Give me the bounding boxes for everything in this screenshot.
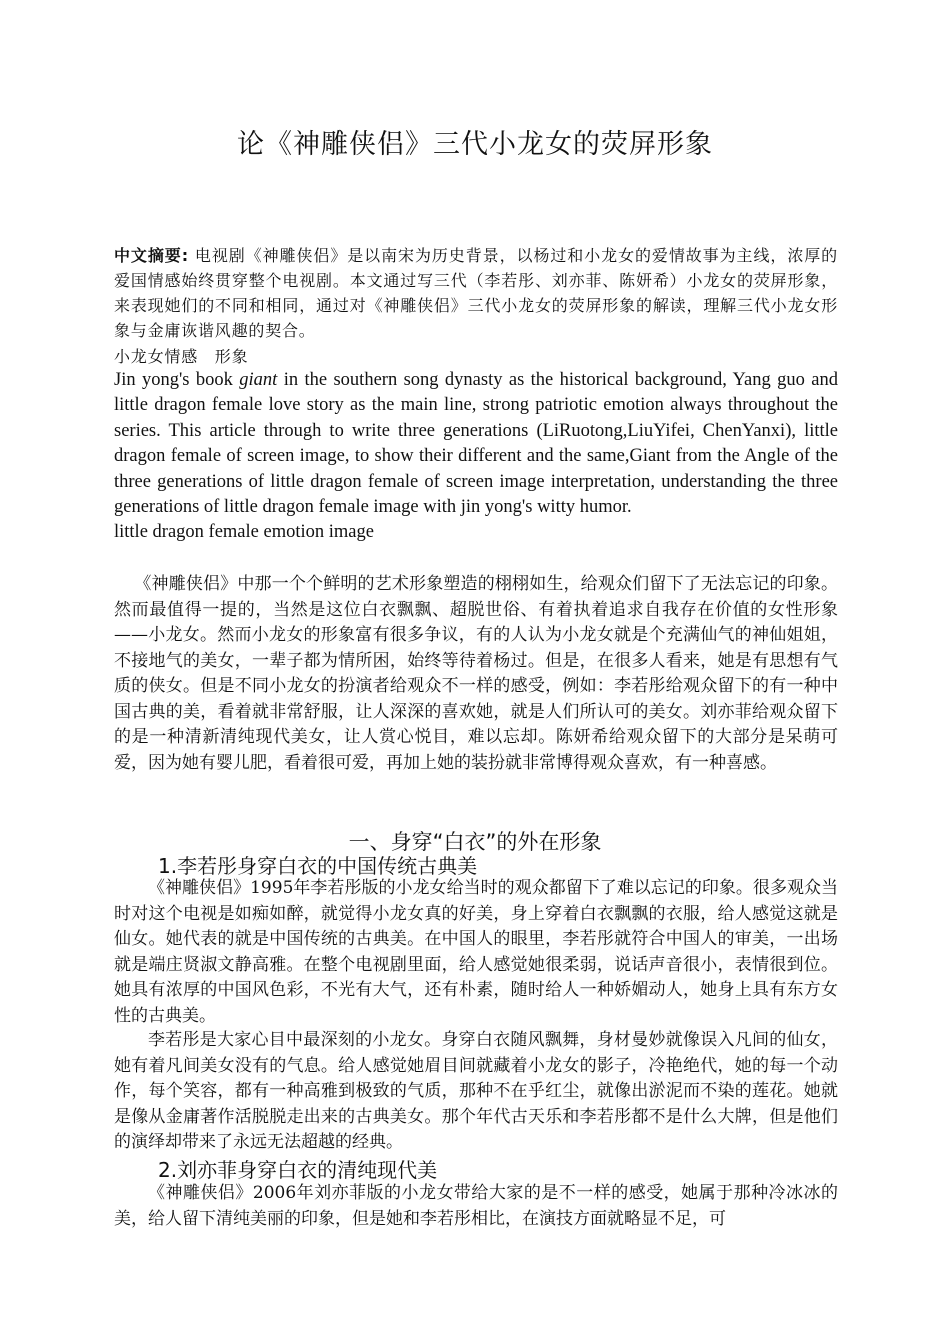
abstract-en — [114, 368, 838, 520]
keywords-cn: 小龙女情感 形象 — [114, 347, 249, 366]
abstract-en-part1: Jin yong's book — [114, 370, 240, 390]
section-heading: 一、身穿“白衣”的外在形象 — [348, 830, 602, 854]
subsection-1-paragraph-1: 《神雕侠侣》1995年李若彤版的小龙女给当时的观众都留下了难以忘记的印象。很多观众当时对这个电视是如痴如醉，就觉得小龙女真的好美，身上穿着白衣飘飘的衣服，给人感觉这就是仙女。她代表的就是中国传统的古典美。在中国人的眼里，李若彤就符合中国人的审美，一出场就是端庄贤淑文静高雅。在整个电视剧里面，给人感觉她很柔弱，说话声音很小，表情很到位。她具有浓厚的中国风色彩，不光有大气，还有朴素，随时给人一种娇媚动人，她身上具有东方女性的古典美。 — [114, 878, 838, 1026]
abstract-en-part2: in the southern song dynasty as the historical background, Yang guo and little dragon female love story as the main line, strong patriotic emotion always throughout the series. This article through to write three generations (LiRuotong,LiuYifei, ChenYanxi), little dragon female of screen image, to show their different and the same,Giant from the Angle of the three generations of little dragon female of screen image interpretation, understanding the three generations of little dragon female image with jin yong's witty humor. — [114, 370, 838, 518]
subsection-2-paragraph-1: 《神雕侠侣》2006年刘亦菲版的小龙女带给大家的是不一样的感受，她属于那种冷冰冰的美，给人留下清纯美丽的印象，但是她和李若彤相比，在演技方面就略显不足，可 — [114, 1183, 838, 1229]
paper-title: 论《神雕侠侣》三代小龙女的荧屏形象 — [237, 129, 713, 160]
abstract-label: 中文摘要: — [114, 246, 189, 265]
subsection-heading-2: 2.刘亦菲身穿白衣的清纯现代美 — [158, 1158, 438, 1182]
abstract-text: 电视剧《神雕侠侣》是以南宋为历史背景，以杨过和小龙女的爱情故事为主线，浓厚的爱国情感始终贯穿整个电视剧。本文通过写三代（李若彤、刘亦菲、陈妍希）小龙女的荧屏形象，来表现她们的不同和相同，通过对《神雕侠侣》三代小龙女的荧屏形象的解读，理解三代小龙女形象与金庸诙谐风趣的契合。 — [114, 246, 838, 340]
subsection-heading-1: 1.李若彤身穿白衣的中国传统古典美 — [158, 854, 478, 878]
intro-paragraph: 《神雕侠侣》中那一个个鲜明的艺术形象塑造的栩栩如生，给观众们留下了无法忘记的印象。然而最值得一提的，当然是这位白衣飘飘、超脱世俗、有着执着追求自我存在价值的女性形象——小龙女。然而小龙女的形象富有很多争议，有的人认为小龙女就是个充满仙气的神仙姐姐，不接地气的美女，一辈子都为情所困，始终等待着杨过。但是，在很多人看来，她是有思想有气质的侠女。但是不同小龙女的扮演者给观众不一样的感受，例如：李若彤给观众留下的有一种中国古典的美，看着就非常舒服，让人深深的喜欢她，就是人们所认可的美女。刘亦菲给观众留下的是一种清新清纯现代美女，让人赏心悦目，难以忘却。陈妍希给观众留下的大部分是呆萌可爱，因为她有婴儿肥，看着很可爱，再加上她的装扮就非常博得观众喜欢，有一种喜感。 — [114, 574, 838, 773]
abstract-cn — [114, 243, 838, 343]
abstract-en-italic: giant — [239, 370, 278, 390]
keywords-en: little dragon female emotion image — [114, 522, 374, 542]
subsection-1-paragraph-2: 李若彤是大家心目中最深刻的小龙女。身穿白衣随风飘舞，身材曼妙就像误入凡间的仙女，她有着凡间美女没有的气息。给人感觉她眉目间就藏着小龙女的影子，冷艳绝代，她的每一个动作，每个笑容，都有一种高雅到极致的气质，那种不在乎红尘，就像出淤泥而不染的莲花。她就是像从金庸著作活脱脱走出来的古典美女。那个年代古天乐和李若彤都不是什么大牌，但是他们的演绎却带来了永远无法超越的经典。 — [114, 1030, 838, 1152]
